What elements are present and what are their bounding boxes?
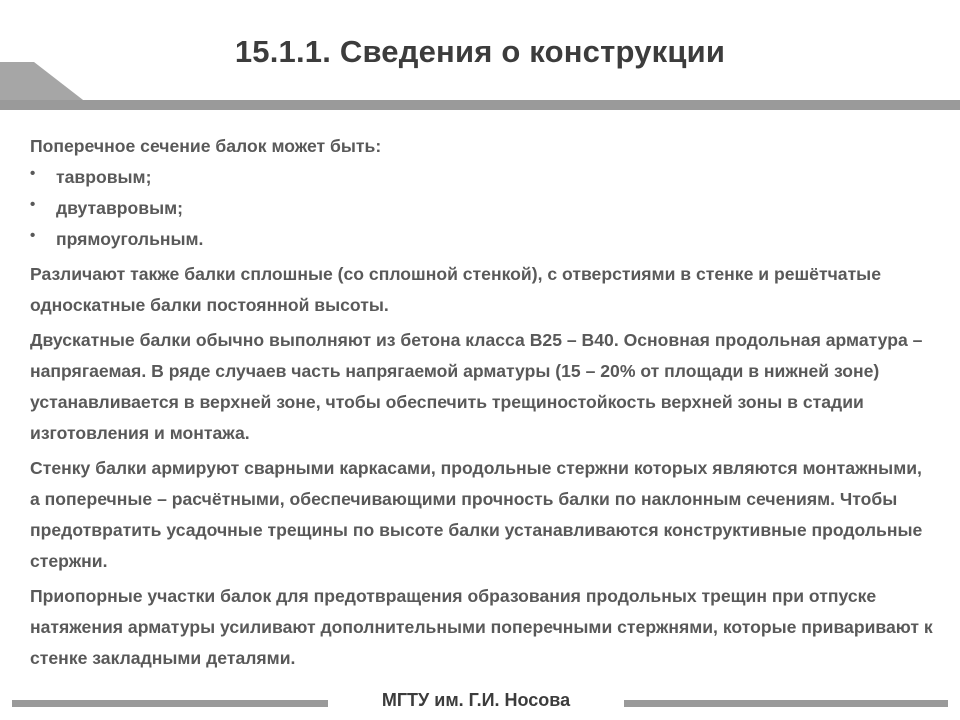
bullet-icon: •	[30, 165, 36, 182]
paragraph: Приопорные участки балок для предотвращения образования продольных трещин при отпуске натяжения арматуры усиливают дополнительными поперечными стержнями, которые приваривают к стенке закладными деталями.	[30, 586, 933, 668]
bullet-list	[30, 162, 935, 255]
header-bar	[0, 100, 960, 110]
intro-text: Поперечное сечение балок может быть:	[30, 136, 382, 156]
list-item-text: двутавровым;	[56, 198, 183, 218]
paragraph: Двускатные балки обычно выполняют из бетона класса В25 – В40. Основная продольная арматура – напрягаемая. В ряде случаев часть напрягаемой арматуры (15 – 20% от площади в нижней зоне) устанавливается в верхней зоне, чтобы обеспечить трещиностойкость верхней зоны в стадии изготовления и монтажа.	[30, 330, 923, 443]
list-item-text: тавровым;	[56, 167, 152, 187]
footer-text: МГТУ им. Г.И. Носова	[381, 690, 571, 710]
list-item	[30, 162, 935, 193]
bullet-icon: •	[30, 227, 36, 244]
slide-title: 15.1.1. Сведения о конструкции	[234, 34, 726, 69]
slide-content	[30, 131, 935, 678]
list-item	[30, 224, 935, 255]
paragraph: Различают также балки сплошные (со сплошной стенкой), с отверстиями в стенке и решётчатые односкатные балки постоянной высоты.	[30, 264, 881, 315]
list-item	[30, 193, 935, 224]
paragraph: Стенку балки армируют сварными каркасами, продольные стержни которых являются монтажными, а поперечные – расчётными, обеспечивающими прочность балки по наклонным сечениям. Чтобы предотвратить усадочные трещины по высоте балки устанавливаются конструктивные продольные стержни.	[30, 458, 923, 571]
bullet-icon: •	[30, 196, 36, 213]
list-item-text: прямоугольным.	[56, 229, 204, 249]
footer-bar-right	[624, 700, 948, 707]
footer-bar-left	[12, 700, 328, 707]
